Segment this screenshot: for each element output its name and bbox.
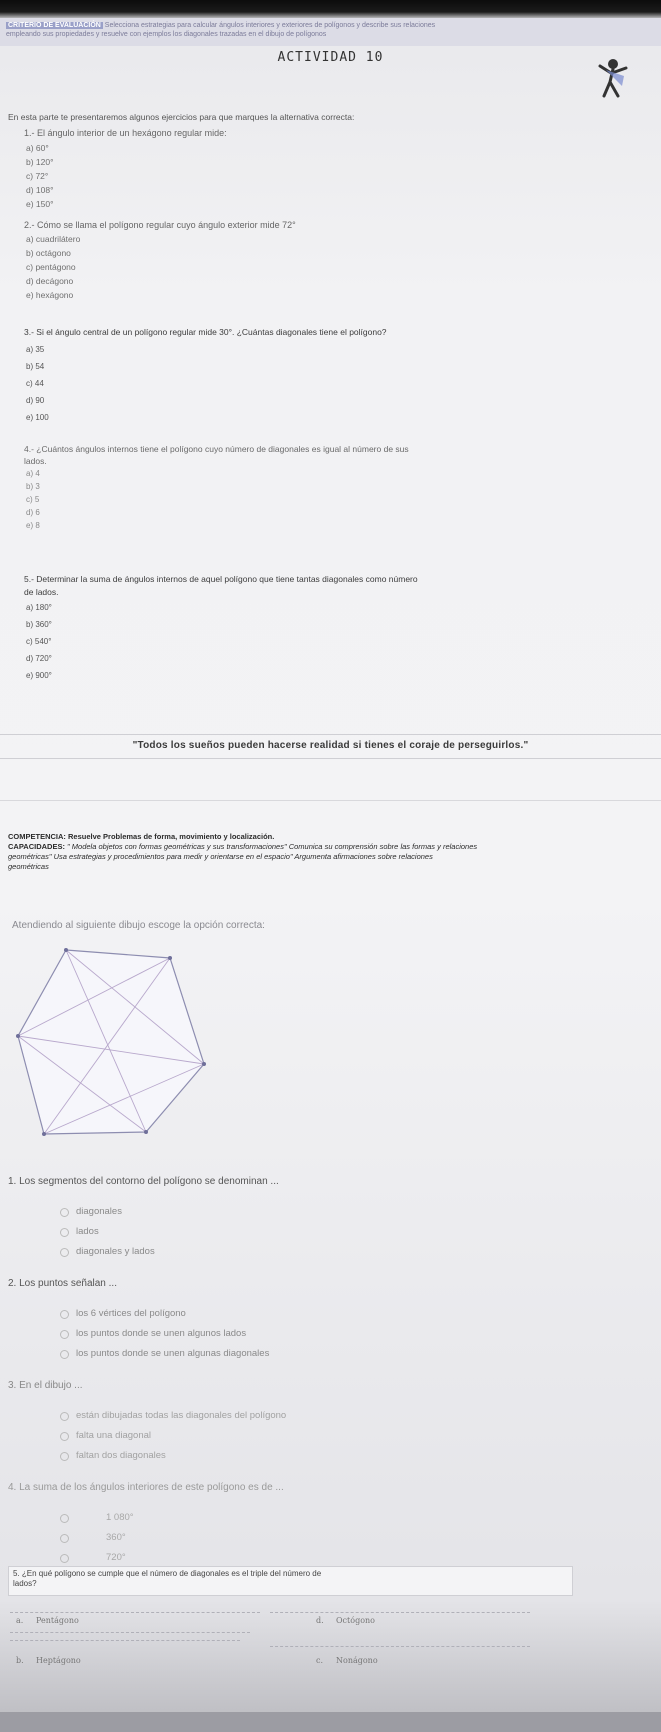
q1-option-a[interactable]: a) 60° [26, 143, 49, 153]
q5-option-c-letter: c. [316, 1656, 324, 1665]
q5-option-e[interactable]: e) 900° [26, 671, 52, 680]
p2-q4-option-a[interactable]: 1 080° [106, 1512, 134, 1523]
q5-option-a-label[interactable]: Pentágono [36, 1616, 79, 1625]
p2-question-1 [8, 1176, 279, 1187]
p2-q3-radio-b[interactable] [60, 1432, 69, 1441]
question-5-options-table [10, 1606, 530, 1692]
p2-q1-radio-b[interactable] [60, 1228, 69, 1237]
q2-option-a[interactable]: a) cuadrilátero [26, 234, 81, 244]
q3-option-e[interactable]: e) 100 [26, 413, 49, 422]
q5-option-b-label[interactable]: Heptágono [36, 1656, 81, 1665]
hexagon-diagonals-diagram [14, 944, 210, 1138]
p2-q4-radio-a[interactable] [60, 1514, 69, 1523]
capacidades-line2: geométricas" Usa estrategias y procedimientos para medir y orientarse en el espacio" Argumenta afirmaciones sobre relaciones [8, 852, 433, 861]
p2-q3-option-c[interactable]: faltan dos diagonales [76, 1450, 166, 1461]
question-4-line1: 4.- ¿Cuántos ángulos internos tiene el polígono cuyo número de diagonales es igual al número de sus [24, 444, 409, 454]
q1-option-b[interactable]: b) 120° [26, 157, 54, 167]
criteria-text-line2: empleando sus propiedades y resuelve con ejemplos los diagonales trazadas en el dibujo de polígonos [6, 31, 327, 38]
q1-option-e[interactable]: e) 150° [26, 199, 54, 209]
p2-q3-option-a[interactable]: están dibujadas todas las diagonales del polígono [76, 1410, 287, 1421]
question-5-box [8, 1566, 573, 1596]
p2-q3-number: 3. [8, 1380, 17, 1391]
table-line [10, 1612, 260, 1613]
q3-option-c[interactable]: c) 44 [26, 379, 44, 388]
question-5-line1: 5.- Determinar la suma de ángulos internos de aquel polígono que tiene tantas diagonales como número [24, 574, 418, 584]
question-4-line2: lados. [24, 456, 47, 466]
question-2: 2.- Cómo se llama el polígono regular cuyo ángulo exterior mide 72° [24, 220, 296, 230]
q3-option-a[interactable]: a) 35 [26, 345, 45, 354]
q3-option-d[interactable]: d) 90 [26, 396, 45, 405]
bottom-shadow [0, 1712, 661, 1732]
criteria-tag: CRITERIO DE EVALUACIÓN [8, 22, 101, 29]
p2-q2-option-a[interactable]: los 6 vértices del polígono [76, 1308, 186, 1319]
p2-q2-number: 2. [8, 1278, 17, 1289]
p2-q4-number: 4. [8, 1482, 17, 1493]
q2-option-b[interactable]: b) octágono [26, 248, 71, 258]
p2-q3-radio-c[interactable] [60, 1452, 69, 1461]
page-break [0, 800, 661, 801]
q5-option-d-label[interactable]: Octógono [336, 1616, 375, 1625]
criteria-text-line1: Selecciona estrategias para calcular ángulos interiores y exteriores de polígonos y describe sus relaciones [104, 22, 436, 29]
instructions-intro: En esta parte te presentaremos algunos ejercicios para que marques la alternativa correcta: [8, 112, 355, 122]
evaluation-criteria-banner [0, 18, 661, 46]
p2-q1-radio-a[interactable] [60, 1208, 69, 1217]
p2-q2-text: Los puntos señalan ... [19, 1278, 117, 1289]
p2-q2-option-b[interactable]: los puntos donde se unen algunos lados [76, 1328, 247, 1339]
q4-option-a[interactable]: a) 4 [26, 469, 40, 478]
p2-q1-text: Los segmentos del contorno del polígono se denominan ... [19, 1176, 279, 1187]
q5-option-b[interactable]: b) 360° [26, 620, 52, 629]
q5-option-d[interactable]: d) 720° [26, 654, 52, 663]
capacidades-line1: " Modela objetos con formas geométricas y sus transformaciones" Comunica su comprensión sobre las formas y relaciones [67, 842, 478, 851]
p2-question-2 [8, 1278, 117, 1289]
p2-q2-radio-b[interactable] [60, 1330, 69, 1339]
p2-q2-radio-c[interactable] [60, 1350, 69, 1359]
p2-question-3 [8, 1380, 83, 1391]
table-line [270, 1646, 530, 1647]
p2-q4-radio-b[interactable] [60, 1534, 69, 1543]
p2-q2-option-c[interactable]: los puntos donde se unen algunas diagonales [76, 1348, 270, 1359]
activity-title: ACTIVIDAD 10 [277, 50, 384, 65]
q1-option-d[interactable]: d) 108° [26, 185, 54, 195]
table-line [10, 1632, 250, 1633]
q4-option-e[interactable]: e) 8 [26, 521, 40, 530]
p2-q2-radio-a[interactable] [60, 1310, 69, 1319]
divider-top [0, 734, 661, 735]
p2-q1-number: 1. [8, 1176, 17, 1187]
q2-option-e[interactable]: e) hexágono [26, 290, 74, 300]
q4-option-c[interactable]: c) 5 [26, 495, 40, 504]
p2-q4-radio-c[interactable] [60, 1554, 69, 1563]
table-line [10, 1640, 240, 1641]
competencia-block [8, 832, 653, 872]
motivational-quote: "Todos los sueños pueden hacerse realidad si tienes el coraje de perseguirlos." [132, 740, 529, 751]
p2-q3-text: En el dibujo ... [19, 1380, 83, 1391]
p2-q1-option-b[interactable]: lados [76, 1226, 99, 1237]
p2-q4-text: La suma de los ángulos interiores de este polígono es de ... [19, 1482, 284, 1493]
divider-bottom [0, 758, 661, 759]
p2-q1-option-c[interactable]: diagonales y lados [76, 1246, 155, 1257]
question-3: 3.- Si el ángulo central de un polígono regular mide 30°. ¿Cuántas diagonales tiene el polígono? [24, 327, 387, 337]
competencia-label: COMPETENCIA: [8, 832, 66, 841]
q3-option-b[interactable]: b) 54 [26, 362, 45, 371]
competencia-text: Resuelve Problemas de forma, movimiento y localización. [68, 832, 275, 841]
p2-q1-radio-c[interactable] [60, 1248, 69, 1257]
q4-option-d[interactable]: d) 6 [26, 508, 40, 517]
drawing-instruction: Atendiendo al siguiente dibujo escoge la opción correcta: [12, 920, 265, 931]
q2-option-d[interactable]: d) decágono [26, 276, 74, 286]
p2-q5-line2: lados? [13, 1579, 37, 1588]
q5-option-d-letter: d. [316, 1616, 324, 1625]
p2-q5-line1: 5. ¿En qué polígono se cumple que el número de diagonales es el triple del número de [13, 1569, 322, 1578]
q5-option-c-label[interactable]: Nonágono [336, 1656, 378, 1665]
p2-q3-radio-a[interactable] [60, 1412, 69, 1421]
p2-question-4 [8, 1482, 284, 1493]
p2-q4-option-b[interactable]: 360° [106, 1532, 126, 1543]
q5-option-c[interactable]: c) 540° [26, 637, 52, 646]
table-line [270, 1612, 530, 1613]
q5-option-a-letter: a. [16, 1616, 24, 1625]
capacidades-line3: geométricas [8, 862, 49, 871]
q1-option-c[interactable]: c) 72° [26, 171, 49, 181]
q2-option-c[interactable]: c) pentágono [26, 262, 76, 272]
q5-option-a[interactable]: a) 180° [26, 603, 52, 612]
question-5-line2: de lados. [24, 587, 59, 597]
p2-q3-option-b[interactable]: falta una diagonal [76, 1430, 152, 1441]
capacidades-label: CAPACIDADES: [8, 842, 65, 851]
q5-option-b-letter: b. [16, 1656, 24, 1665]
p2-q1-option-a[interactable]: diagonales [76, 1206, 122, 1217]
q4-option-b[interactable]: b) 3 [26, 482, 40, 491]
student-figure-icon [596, 56, 630, 98]
p2-q4-option-c[interactable]: 720° [106, 1552, 126, 1563]
question-1: 1.- El ángulo interior de un hexágono regular mide: [24, 128, 227, 138]
